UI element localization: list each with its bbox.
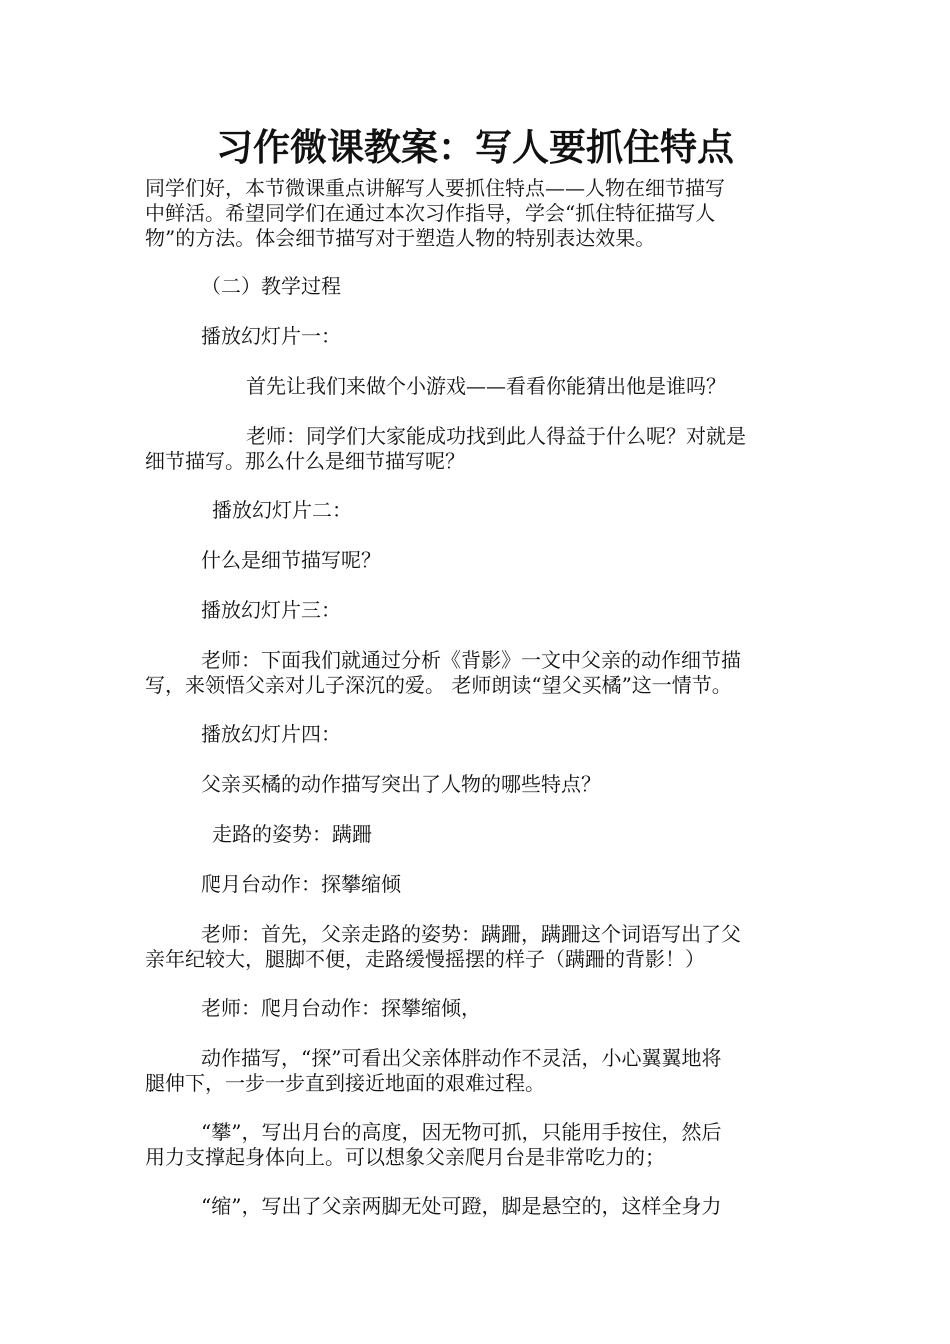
- teacher-paragraph: 老师：下面我们就通过分析《背影》一文中父亲的动作细节描 写，来领悟父亲对儿子深沉的爱。 老师朗读“望父买橘”这一情节。: [145, 648, 741, 697]
- teacher-paragraph: 老师：爬月台动作：探攀缩倾，: [201, 996, 481, 1020]
- slide-label: 播放幻灯片四：: [201, 722, 341, 746]
- text-paragraph: 什么是细节描写呢？: [201, 548, 381, 572]
- slide-label: 播放幻灯片一：: [201, 324, 341, 348]
- intro-paragraph: 同学们好，本节微课重点讲解写人要抓住特点——人物在细节描写 中鲜活。希望同学们在通过本次习作指导，学会“抓住特征描写人 物”的方法。体会细节描写对于塑造人物的特别表达效果。: [145, 176, 725, 250]
- text-paragraph: 爬月台动作：探攀缩倾: [201, 872, 401, 896]
- text-paragraph: 父亲买橘的动作描写突出了人物的哪些特点？: [201, 772, 601, 796]
- slide-label: 播放幻灯片三：: [201, 598, 341, 622]
- text-paragraph: “攀”，写出月台的高度，因无物可抓，只能用手按住，然后 用力支撑起身体向上。可以想象父亲爬月台是非常吃力的；: [145, 1120, 722, 1169]
- text-paragraph: “缩”，写出了父亲两脚无处可蹬，脚是悬空的，这样全身力: [201, 1194, 722, 1218]
- teacher-paragraph: 老师：同学们大家能成功找到此人得益于什么呢？对就是 细节描写。那么什么是细节描写呢？: [145, 424, 746, 473]
- teacher-paragraph: 老师：首先，父亲走路的姿势：蹒跚，蹒跚这个词语写出了父 亲年纪较大，腿脚不便，走路缓慢摇摆的样子（蹒跚的背影！）: [145, 922, 741, 971]
- text-paragraph: 走路的姿势：蹒跚: [212, 822, 372, 846]
- text-paragraph: 动作描写，“探”可看出父亲体胖动作不灵活，小心翼翼地将 腿伸下，一步一步直到接近地面的艰难过程。: [145, 1046, 722, 1095]
- document-title: 习作微课教案：写人要抓住特点: [216, 126, 734, 169]
- slide-label: 播放幻灯片二：: [212, 498, 352, 522]
- text-paragraph: 首先让我们来做个小游戏——看看你能猜出他是谁吗？: [246, 374, 726, 398]
- section-heading: （二）教学过程: [201, 274, 341, 298]
